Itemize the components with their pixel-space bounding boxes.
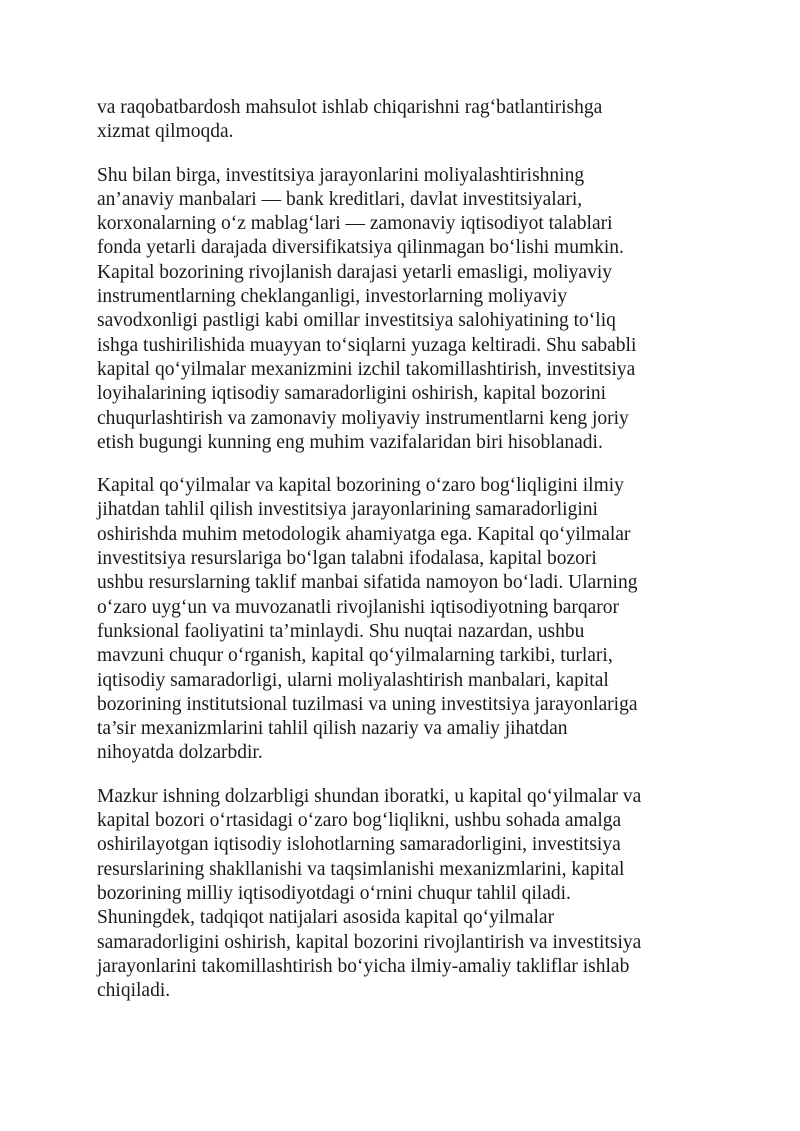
text-line: samaradorligini oshirish, kapital bozorini rivojlantirish va investitsiya (97, 931, 642, 953)
text-line: etish bugungi kunning eng muhim vazifalaridan biri hisoblanadi. (97, 431, 603, 453)
text-line: bozorining institutsional tuzilmasi va uning investitsiya jarayonlariga (97, 693, 638, 715)
text-line: chiqiladi. (97, 980, 171, 1002)
text-line: Kapital qo‘yilmalar va kapital bozorining o‘zaro bog‘liqligini ilmiy (97, 475, 624, 497)
text-line: oshirishda muhim metodologik ahamiyatga ega. Kapital qo‘yilmalar (97, 523, 631, 545)
text-line: jihatdan tahlil qilish investitsiya jarayonlarining samaradorligini (97, 499, 598, 521)
text-line: o‘zaro uyg‘un va muvozanatli rivojlanishi iqtisodiyotning barqaror (97, 596, 620, 618)
text-line: resurslarining shakllanishi va taqsimlanishi mexanizmlarini, kapital (97, 858, 625, 880)
text-line: Kapital bozorining rivojlanish darajasi yetarli emasligi, moliyaviy (97, 261, 612, 283)
text-line: iqtisodiy samaradorligi, ularni moliyalashtirish manbalari, kapital (97, 669, 609, 691)
text-line: xizmat qilmoqda. (97, 121, 234, 143)
text-line: kapital bozori o‘rtasidagi o‘zaro bog‘liqlikni, ushbu sohada amalga (97, 810, 622, 832)
text-line: ta’sir mexanizmlarini tahlil qilish nazariy va amaliy jihatdan (97, 718, 568, 740)
text-line: nihoyatda dolzarbdir. (97, 742, 263, 764)
paragraph-1 (97, 96, 703, 145)
text-line: ushbu resurslarning taklif manbai sifatida namoyon bo‘ladi. Ularning (97, 572, 638, 594)
text-line: kapital qo‘yilmalar mexanizmini izchil takomillashtirish, investitsiya (97, 358, 636, 380)
text-line: ishga tushirilishida muayyan to‘siqlarni yuzaga keltiradi. Shu sababli (97, 334, 637, 356)
text-line: bozorining milliy iqtisodiyotdagi o‘rnini chuqur tahlil qiladi. (97, 882, 571, 904)
text-line: jarayonlarini takomillashtirish bo‘yicha ilmiy-amaliy takliflar ishlab (97, 955, 630, 977)
text-line: mavzuni chuqur o‘rganish, kapital qo‘yilmalarning tarkibi, turlari, (97, 645, 613, 667)
text-line: loyihalarining iqtisodiy samaradorligini oshirish, kapital bozorini (97, 383, 607, 405)
text-line: Shu bilan birga, investitsiya jarayonlarini moliyalashtirishning (97, 164, 585, 186)
document-page (97, 96, 703, 1022)
text-line: Mazkur ishning dolzarbligi shundan iboratki, u kapital qo‘yilmalar va (97, 785, 642, 807)
text-line: va raqobatbardosh mahsulot ishlab chiqarishni rag‘batlantirishga (97, 97, 603, 118)
text-line: korxonalarning o‘z mablag‘lari — zamonaviy iqtisodiyot talablari (97, 213, 613, 235)
paragraph-4 (97, 785, 703, 1004)
text-line: an’anaviy manbalari — bank kreditlari, davlat investitsiyalari, (97, 188, 583, 210)
text-line: investitsiya resurslariga bo‘lgan talabni ifodalasa, kapital bozori (97, 548, 597, 570)
text-line: savodxonligi pastligi kabi omillar investitsiya salohiyatining to‘liq (97, 310, 616, 332)
text-line: Shuningdek, tadqiqot natijalari asosida kapital qo‘yilmalar (97, 907, 555, 929)
text-line: funksional faoliyatini ta’minlaydi. Shu nuqtai nazardan, ushbu (97, 620, 585, 642)
text-line: fonda yetarli darajada diversifikatsiya qilinmagan bo‘lishi mumkin. (97, 237, 624, 259)
text-line: instrumentlarning cheklanganligi, investorlarning moliyaviy (97, 286, 568, 308)
text-line: oshirilayotgan iqtisodiy islohotlarning samaradorligini, investitsiya (97, 834, 621, 856)
paragraph-2 (97, 164, 703, 456)
text-line: chuqurlashtirish va zamonaviy moliyaviy instrumentlarni keng joriy (97, 407, 629, 429)
paragraph-3 (97, 474, 703, 766)
